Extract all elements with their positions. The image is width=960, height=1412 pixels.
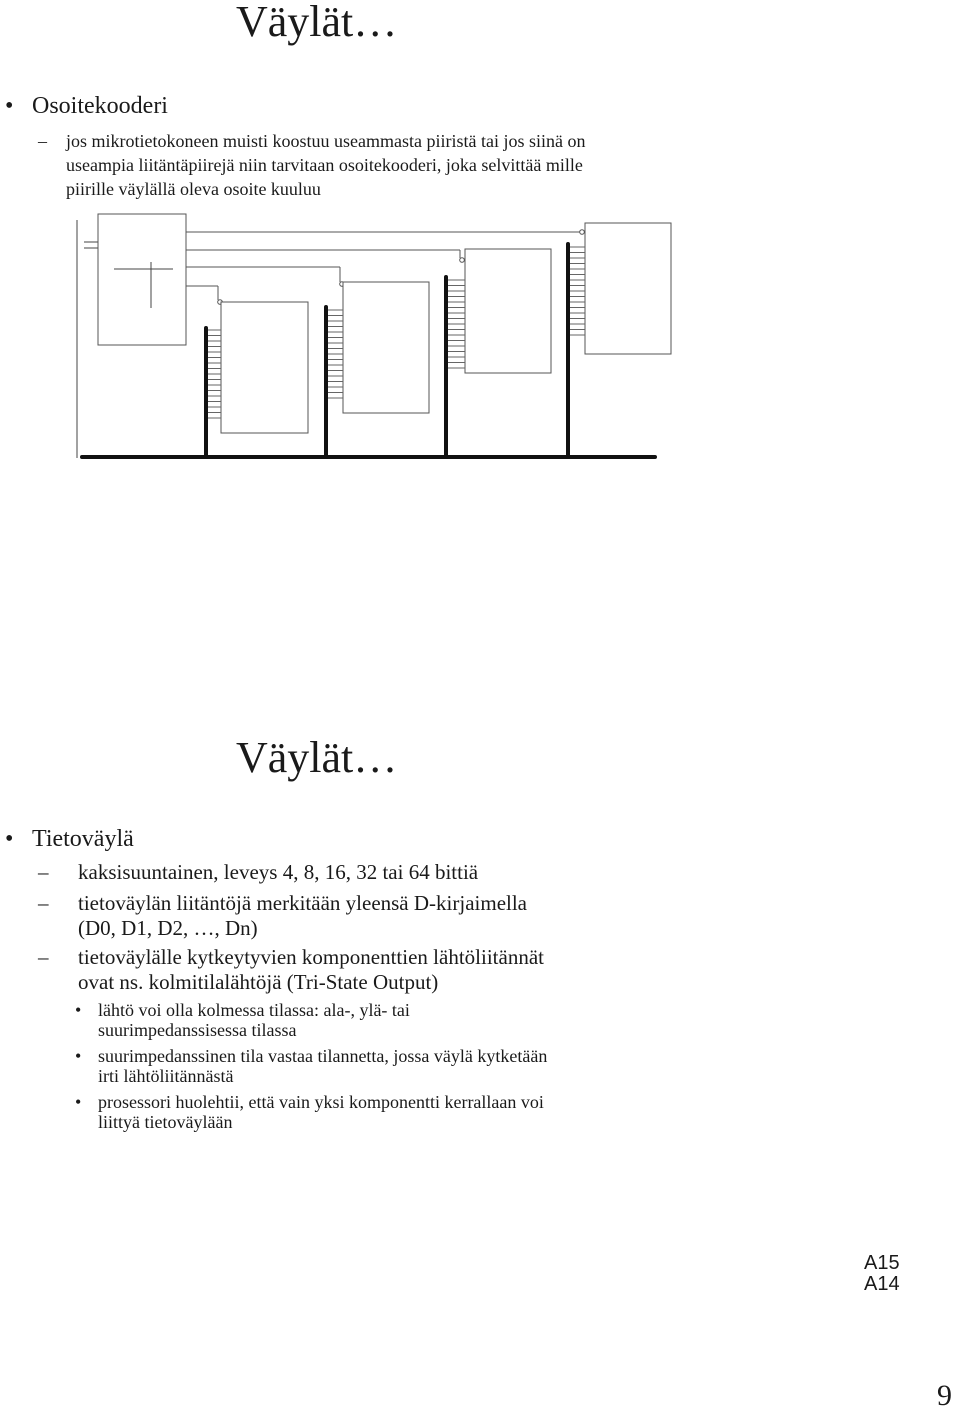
slide2-sub-line: (D0, D1, D2, …, Dn) — [78, 916, 258, 940]
level3-line: lähtö voi olla kolmessa tilassa: ala-, ylä- tai — [98, 1000, 410, 1020]
slide1-bullet: Osoitekooderi — [32, 93, 168, 119]
bullet-dot-icon: • — [5, 93, 14, 119]
address-label-a15: A15 — [864, 1252, 900, 1274]
slide1-sub-line: jos mikrotietokoneen muisti koostuu useammasta piiristä tai jos siinä on — [66, 131, 586, 151]
bullet-dot-icon: • — [75, 1092, 82, 1112]
level3-line: suurimpedanssisessa tilassa — [98, 1020, 297, 1040]
bullet-dot-icon: • — [75, 1046, 82, 1066]
decoder-box — [98, 214, 186, 345]
slide2-title: Väylät… — [236, 733, 398, 782]
slide2-sub-line: tietoväylälle kytkeytyvien komponenttien lähtöliitännät — [78, 945, 544, 969]
level3-line: liittyä tietoväylään — [98, 1112, 233, 1132]
dash-icon: – — [38, 891, 49, 915]
dash-icon: – — [38, 860, 49, 884]
slide2-sub-line: ovat ns. kolmitilalähtöjä (Tri-State Output) — [78, 970, 439, 994]
dash-icon: – — [38, 945, 49, 969]
dash-icon: – — [38, 131, 47, 151]
bullet-dot-icon: • — [75, 1000, 82, 1020]
page-number: 9 — [937, 1379, 952, 1412]
level3-line: irti lähtöliitännästä — [98, 1066, 234, 1086]
address-decoder-diagram — [0, 0, 960, 470]
slide1-sub-line: useampia liitäntäpiirejä niin tarvitaan osoitekooderi, joka selvittää mille — [66, 155, 583, 175]
slide2-sub-line: kaksisuuntainen, leveys 4, 8, 16, 32 tai 64 bittiä — [78, 860, 479, 884]
slide2-sub-line: tietoväylän liitäntöjä merkitään yleensä D-kirjaimella — [78, 891, 527, 915]
level3-line: suurimpedanssinen tila vastaa tilannetta, jossa väylä kytketään — [98, 1046, 548, 1066]
slide1-title: Väylät… — [236, 0, 398, 46]
slide2-bullet: Tietoväylä — [32, 826, 134, 852]
input-lines — [77, 220, 98, 458]
slide1-sub-line: piirille väylällä oleva osoite kuuluu — [66, 179, 321, 199]
address-label-a14: A14 — [864, 1273, 900, 1295]
level3-line: prosessori huolehtii, että vain yksi komponentti kerrallaan voi — [98, 1092, 544, 1112]
bullet-dot-icon: • — [5, 826, 14, 852]
